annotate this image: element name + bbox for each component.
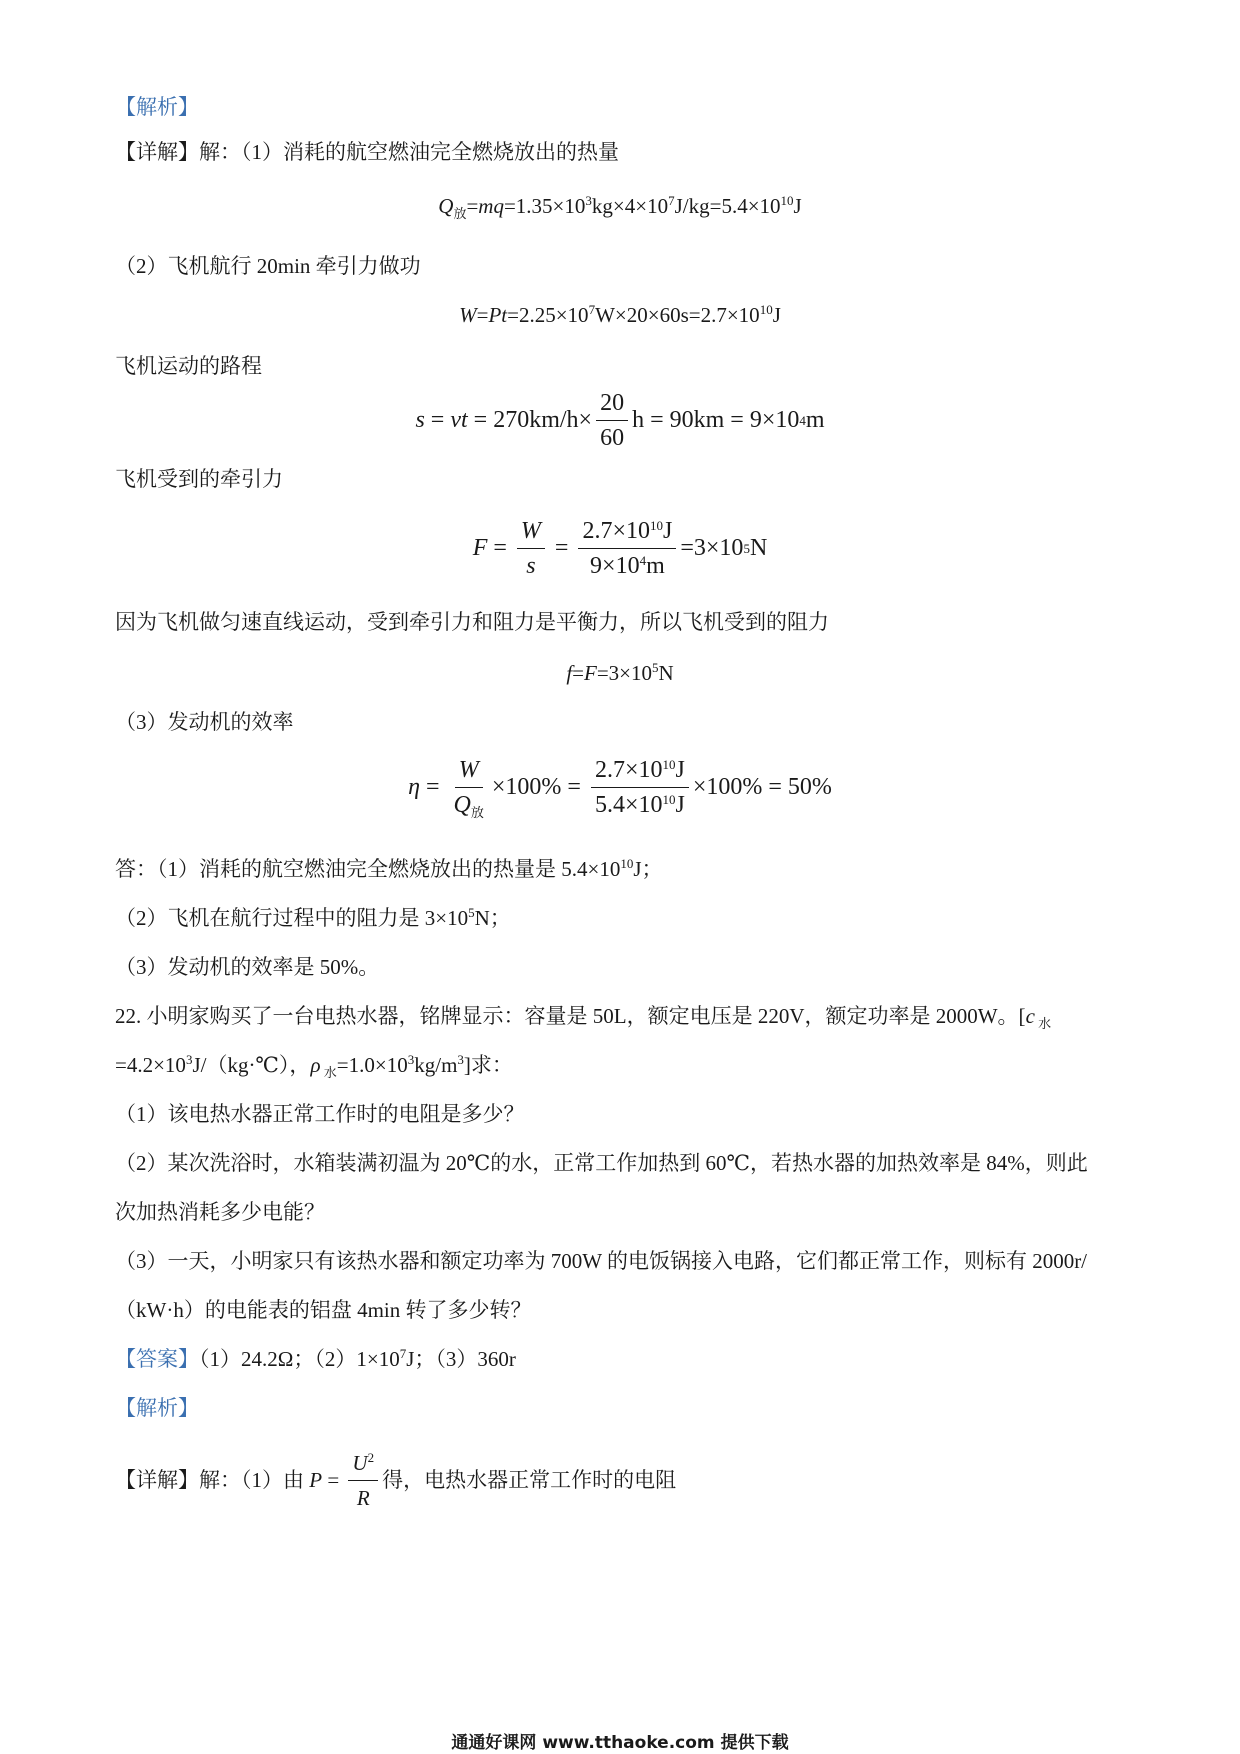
equation-friction: $f=F=3\times 10^5N$	[566, 660, 674, 685]
answer-line-2: （2）飞机在航行过程中的阻力是 $3\times 10^5N$；	[115, 905, 511, 930]
question-22-part-3a: （3）一天，小明家只有该热水器和额定功率为 700W 的电饭锅接入电路，它们都正常工作，则标有 2000r/	[115, 1249, 1088, 1273]
distance-label: 飞机运动的路程	[115, 354, 262, 378]
traction-label: 飞机受到的牵引力	[115, 467, 283, 491]
equation-force: F = $\frac{W}{s}$ = $\frac{2.7\times 10^{10}J}{9\times 10^4m}$ =3×10 5 N	[472, 518, 768, 579]
question-22-part-2a: （2）某次洗浴时，水箱装满初温为 20℃的水，正常工作加热到 60℃，若热水器的加热效率是 84%，则此	[115, 1151, 1088, 1175]
analysis-tag-2: 【解析】	[115, 1396, 199, 1420]
question-22-part-1: （1）该电热水器正常工作时的电阻是多少？	[115, 1102, 525, 1126]
answer-line-3: （3）发动机的效率是 50%。	[115, 955, 380, 979]
analysis-tag: 【解析】	[115, 95, 199, 119]
fraction: $\frac{W}{s}$	[517, 516, 545, 581]
question-22-line-1: 22. 小明家购买了一台电热水器，铭牌显示：容量是 50L，额定电压是 220V，额定功率是 2000W。[c $_水$	[115, 1004, 1052, 1031]
equation-distance: s = vt = 270km/h× $\frac{20}{60}$ h = 90km = 9×10 4 m	[415, 390, 825, 451]
fraction: $\frac{2.7\times 10^{10}J}{9\times 10^4m}$	[578, 516, 676, 581]
detail-line-2: 【详解】 解：（1）由 P = $\frac{U^2}{R}$ 得，电热水器正常工作时的电阻	[115, 1448, 676, 1512]
fraction: $\frac{20}{60}$	[596, 388, 628, 453]
fraction: $\frac{W}{Q_放}$	[453, 757, 484, 820]
fraction: $\frac{2.7\times 10^{10}J}{5.4\times 10^{10}J}$	[591, 755, 689, 820]
equation-efficiency: η = $\frac{W}{Q_放}$ ×100% = $\frac{2.7\times 10^{10}J}{5.4\times 10^{10}J}$ ×100% = 50%	[408, 757, 832, 820]
footer-link[interactable]: www.tthaoke.com	[542, 1733, 715, 1753]
question-22-line-2: $=4.2\times 10^3J/(kg\cdot℃)$，ρ $_水=1.0\times 10^3kg/m^3$]求：	[115, 1052, 513, 1080]
step-3-label: （3）发动机的效率	[115, 710, 294, 734]
fraction: $\frac{U^2}{R}$	[348, 1448, 378, 1513]
balance-text: 因为飞机做匀速直线运动，受到牵引力和阻力是平衡力，所以飞机受到的阻力	[115, 610, 829, 634]
page-footer: 通通好课网 www.tthaoke.com 提供下载	[451, 1733, 789, 1753]
step-2-label: （2）飞机航行 20min 牵引力做功	[115, 254, 421, 278]
detail-line-1: 【详解】解：（1）消耗的航空燃油完全燃烧放出的热量	[115, 140, 619, 164]
equation-work: $W=Pt=2.25\times 10^7W\times 20\times 60s=2.7\times 10^{10}J$	[459, 302, 781, 327]
question-22-part-3b: （kW·h）的电能表的铝盘 4min 转了多少转？	[115, 1298, 532, 1322]
equation-heat: $Q_放=mq=1.35\times 10^3kg\times 4\times 10^7J/kg=5.4\times 10^{10}J$	[438, 193, 802, 221]
answer-key: 【答案】（1）24.2Ω；$(2)1\times 10^7J$；（3）360r	[115, 1346, 516, 1371]
question-22-part-2b: 次加热消耗多少电能？	[115, 1200, 325, 1224]
answer-line-1: 答：（1）消耗的航空燃油完全燃烧放出的热量是 $5.4\times 10^{10}J$；	[115, 856, 663, 881]
